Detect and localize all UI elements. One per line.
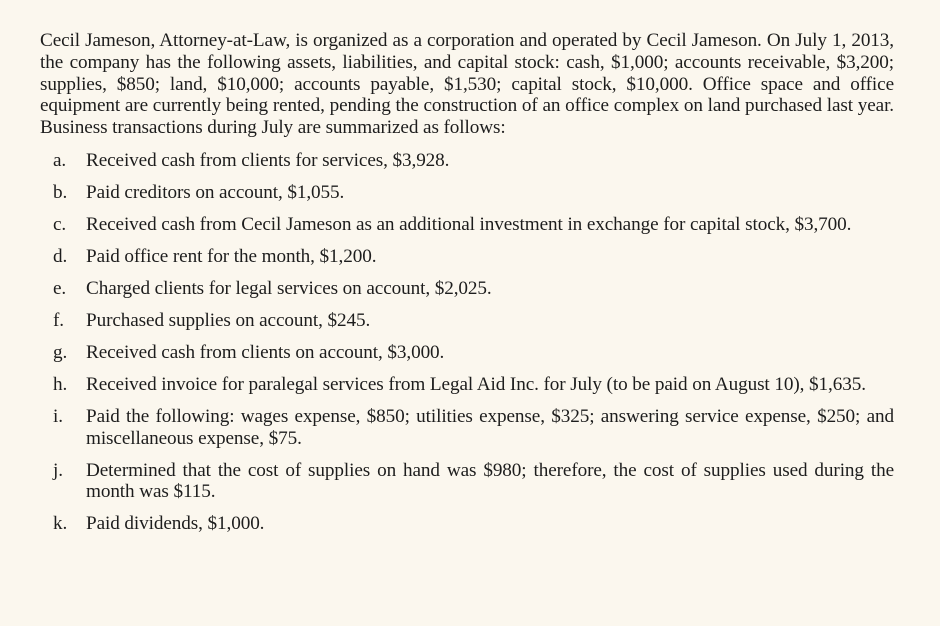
transaction-letter: a. <box>53 149 67 171</box>
problem-intro: Cecil Jameson, Attorney-at-Law, is organized as a corporation and operated by Cecil Jameson. On July 1, 2013, the company has the following assets, liabilities, and capital stock: cash, $1,000; accounts receivable, $3,200; supplies, $850; land, $10,000; accounts payable, $1,530; capital stock, $10,000. Office space and office equipment are currently being rented, pending the construction of an office complex on land purchased last year. Business transactions during July are summarized as follows: <box>40 30 894 139</box>
transaction-letter: b. <box>53 181 68 203</box>
transaction-letter: i. <box>53 405 63 427</box>
transaction-text: Received cash from Cecil Jameson as an additional investment in exchange for capital stock, $3,700. <box>86 213 852 235</box>
transaction-item-a <box>40 150 894 172</box>
transaction-item-g <box>40 342 894 364</box>
transaction-text: Received invoice for paralegal services from Legal Aid Inc. for July (to be paid on August 10), $1,635. <box>86 373 866 395</box>
transaction-letter: d. <box>53 245 68 267</box>
transaction-item-d <box>40 246 894 268</box>
transaction-item-k <box>40 513 894 535</box>
transaction-item-e <box>40 278 894 300</box>
transaction-item-i <box>40 406 894 450</box>
transaction-item-h <box>40 374 894 396</box>
transaction-item-c <box>40 214 894 236</box>
transaction-text: Purchased supplies on account, $245. <box>86 309 371 331</box>
transaction-text: Charged clients for legal services on account, $2,025. <box>86 277 492 299</box>
transaction-item-b <box>40 182 894 204</box>
transaction-text: Paid dividends, $1,000. <box>86 513 265 535</box>
transaction-letter: f. <box>53 309 64 331</box>
transaction-text: Received cash from clients for services, $3,928. <box>86 149 450 171</box>
transaction-item-f <box>40 310 894 332</box>
transaction-text: Determined that the cost of supplies on hand was $980; therefore, the cost of supplies used during the month was $115. <box>86 459 894 503</box>
transaction-text: Paid office rent for the month, $1,200. <box>86 245 377 267</box>
transaction-letter: j. <box>53 459 63 481</box>
transaction-letter: h. <box>53 373 68 395</box>
transaction-letter: g. <box>53 341 68 363</box>
transaction-text: Received cash from clients on account, $3,000. <box>86 341 445 363</box>
transaction-item-j <box>40 460 894 504</box>
transaction-letter: k. <box>53 513 68 535</box>
transaction-text: Paid the following: wages expense, $850; utilities expense, $325; answering service expense, $250; and miscellaneous expense, $75. <box>86 405 894 449</box>
transaction-letter: c. <box>53 213 67 235</box>
transaction-text: Paid creditors on account, $1,055. <box>86 181 345 203</box>
transaction-letter: e. <box>53 277 67 299</box>
transaction-list <box>40 150 894 535</box>
